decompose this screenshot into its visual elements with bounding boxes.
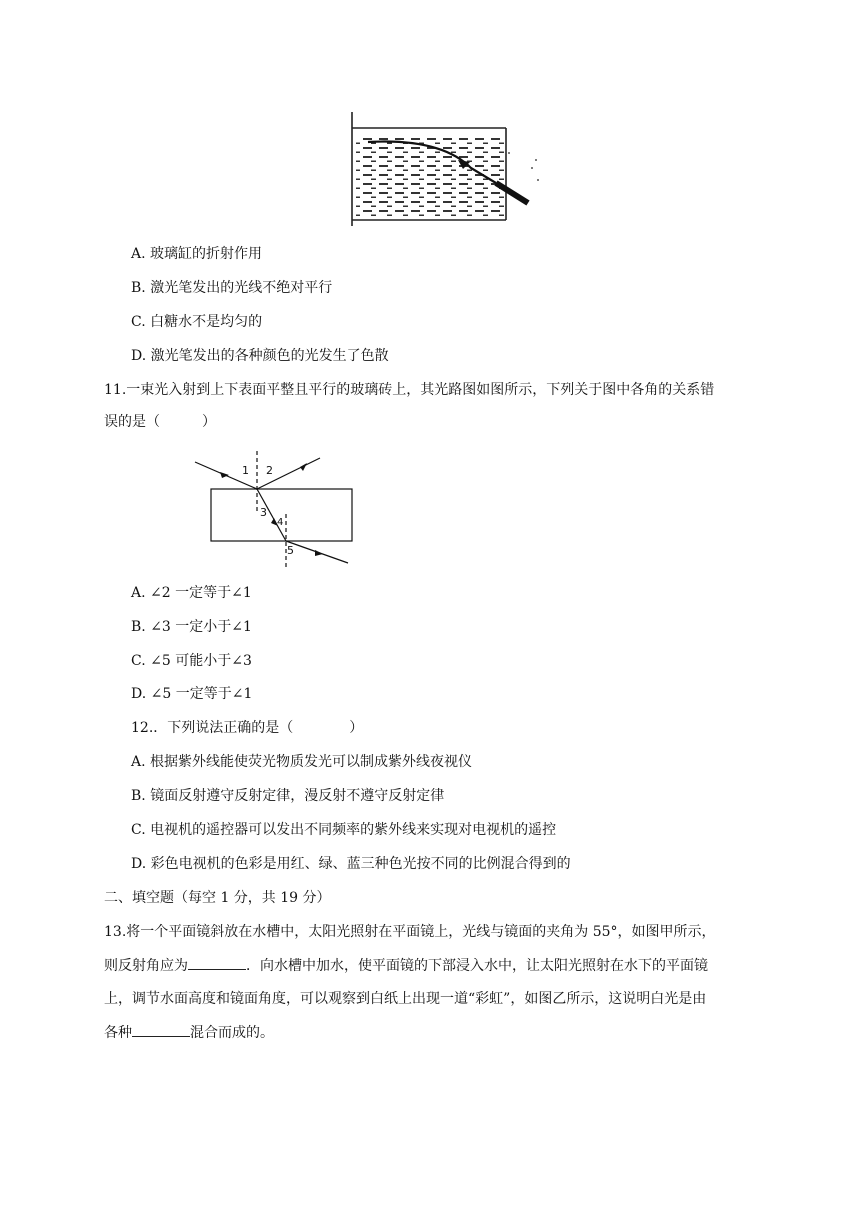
q13-text: 混合而成的。: [190, 1025, 274, 1041]
q13-text: 则反射角应为: [104, 958, 188, 974]
option-label: A.: [131, 754, 146, 770]
angle-label-4: 4: [277, 517, 284, 528]
option-label: D.: [131, 348, 147, 364]
option-text: 玻璃缸的折射作用: [150, 246, 263, 262]
q12-option-d: [131, 854, 571, 874]
q10-option-b: [131, 278, 332, 298]
option-label: A.: [131, 246, 146, 262]
q13-line1: 13.将一个平面镜斜放在水槽中，太阳光照射在平面镜上，光线与镜面的夹角为 55°，如图甲所示，: [104, 924, 716, 940]
angle-label-1: 1: [242, 464, 249, 477]
option-text: 白糖水不是均匀的: [150, 314, 263, 330]
section-title: 二、填空题（每空 1 分，共 19 分）: [104, 890, 331, 906]
option-label: D.: [131, 686, 147, 702]
q11-stem-line2: 误的是（ ）: [104, 414, 216, 430]
q10-option-a: [131, 244, 262, 264]
q11-option-d: [131, 684, 252, 704]
glass-slab-refraction-figure: [190, 448, 360, 572]
q10-option-c: [131, 312, 262, 332]
option-text: 镜面反射遵守反射定律，漫反射不遵守反射定律: [150, 788, 445, 804]
option-label: B.: [131, 280, 146, 296]
q12-option-c: [131, 820, 556, 840]
option-label: C.: [131, 314, 146, 330]
option-label: C.: [131, 822, 146, 838]
option-text: 电视机的遥控器可以发出不同频率的紫外线来实现对电视机的遥控: [150, 822, 557, 838]
option-label: D.: [131, 856, 147, 872]
answer-blank-2[interactable]: [132, 1022, 190, 1037]
angle-label-5: 5: [287, 544, 294, 557]
answer-blank-1[interactable]: [188, 955, 246, 970]
q13-text: 各种: [104, 1025, 132, 1041]
option-label: C.: [131, 653, 146, 669]
option-text: ∠2 一定等于∠1: [150, 585, 252, 601]
q11-option-c: [131, 651, 252, 671]
option-text: ∠3 一定小于∠1: [150, 619, 252, 635]
option-text: 根据紫外线能使荧光物质发光可以制成紫外线夜视仪: [150, 754, 473, 770]
q12-option-a: [131, 752, 472, 772]
q11-option-b: [131, 617, 252, 637]
angle-label-3: 3: [260, 506, 267, 519]
option-text: 彩色电视机的色彩是用红、绿、蓝三种色光按不同的比例混合得到的: [150, 856, 571, 872]
angle-label-2: 2: [266, 464, 273, 477]
option-text: 激光笔发出的光线不绝对平行: [150, 280, 333, 296]
q13-line4: [104, 1022, 274, 1043]
q13-line3: 上，调节水面高度和镜面角度，可以观察到白纸上出现一道“彩虹”，如图乙所示，这说明白光是由: [104, 991, 707, 1007]
option-text: ∠5 可能小于∠3: [150, 653, 252, 669]
option-text: ∠5 一定等于∠1: [150, 686, 253, 702]
q11-option-a: [131, 583, 252, 603]
sugar-water-tank-figure: [346, 108, 546, 233]
option-text: 激光笔发出的各种颜色的光发生了色散: [150, 348, 389, 364]
option-label: B.: [131, 619, 146, 635]
q12-stem: 12.．下列说法正确的是（ ）: [131, 720, 364, 736]
q13-text: ．向水槽中加水，使平面镜的下部浸入水中，让太阳光照射在水下的平面镜: [246, 958, 708, 974]
q13-line2: [104, 955, 708, 976]
option-label: B.: [131, 788, 146, 804]
q12-option-b: [131, 786, 444, 806]
option-label: A.: [131, 585, 146, 601]
q10-option-d: [131, 346, 389, 366]
q11-stem-line1: 11.一束光入射到上下表面平整且平行的玻璃砖上，其光路图如图所示，下列关于图中各角的关系错: [104, 382, 715, 398]
